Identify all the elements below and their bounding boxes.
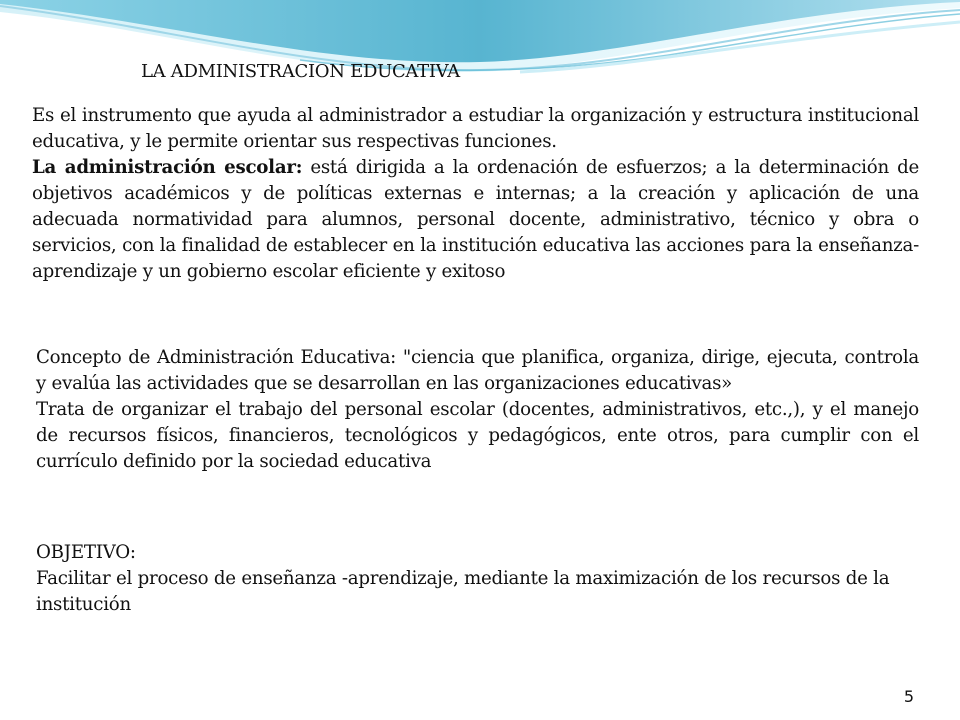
section-concept	[36, 345, 919, 475]
school-administration-paragraph	[32, 155, 919, 285]
school-administration-text: está dirigida a la ordenación de esfuerzos; a la determinación de objetivos académicos y de políticas externas e internas; a la creación y aplicación de una adecuada normatividad para alumnos, personal docente, administrativo, técnico y obra o servicios, con la finalidad de establecer en la institución educativa las acciones para la enseñanza-aprendizaje y un gobierno escolar eficiente y exitoso	[32, 157, 919, 282]
school-administration-term: La administración escolar:	[32, 157, 303, 178]
organization-paragraph: Trata de organizar el trabajo del personal escolar (docentes, administrativos, etc.,), y el manejo de recursos físicos, financieros, tecnológicos y pedagógicos, ente otros, para cumplir con el currículo definido por la sociedad educativa	[36, 399, 919, 472]
concept-paragraph: Concepto de Administración Educativa: "ciencia que planifica, organiza, dirige, ejecuta, controla y evalúa las actividades que se desarrollan en las organizaciones educativas»	[36, 347, 919, 394]
objective-text: Facilitar el proceso de enseñanza -aprendizaje, mediante la maximización de los recursos de la institución	[36, 568, 890, 615]
page-title: LA ADMINISTRACION EDUCATIVA	[141, 61, 460, 82]
section-objective	[36, 540, 919, 618]
intro-paragraph: Es el instrumento que ayuda al administrador a estudiar la organización y estructura institucional educativa, y le permite orientar sus respectivas funciones.	[32, 105, 919, 152]
objective-heading: OBJETIVO:	[36, 542, 136, 563]
section-definition	[32, 103, 919, 285]
page-number: 5	[903, 687, 914, 706]
